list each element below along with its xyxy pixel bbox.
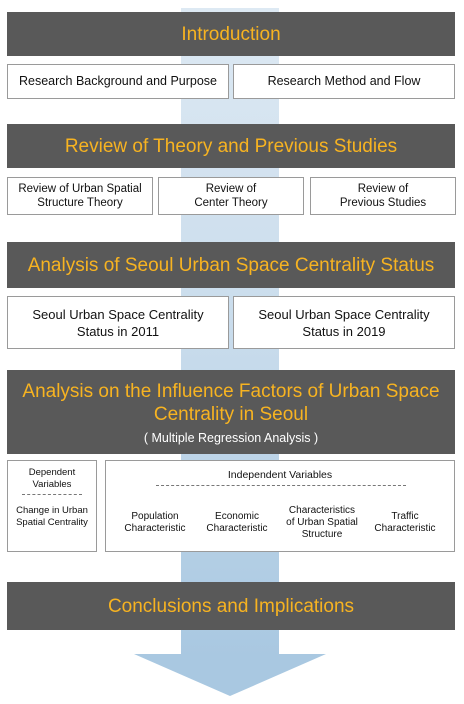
previous-studies-box: Review of Previous Studies (310, 177, 456, 215)
economic-characteristic: Economic Characteristic (206, 511, 268, 534)
flow-arrow-head (134, 654, 326, 696)
centrality-status-title: Analysis of Seoul Urban Space Centrality Status (27, 254, 435, 276)
review-title: Review of Theory and Previous Studies (64, 135, 398, 157)
regression-subtitle: ( Multiple Regression Analysis ) (143, 430, 319, 445)
urban-spatial-structure-characteristics: Characteristics of Urban Spatial Structure (286, 505, 358, 540)
status-2019-box: Seoul Urban Space Centrality Status in 2019 (233, 296, 455, 349)
review-header (7, 124, 455, 168)
influence-factors-header (7, 370, 455, 454)
independent-variables-box (105, 460, 455, 552)
urban-spatial-structure-theory-box: Review of Urban Spatial Structure Theory (7, 177, 153, 215)
independent-variables-title: Independent Variables (227, 469, 333, 481)
introduction-header (7, 12, 455, 56)
conclusions-header (7, 582, 455, 630)
centrality-status-header (7, 242, 455, 288)
dependent-variables-title: Dependent Variables (28, 467, 76, 490)
population-characteristic: Population Characteristic (124, 511, 186, 534)
independent-divider (156, 485, 406, 486)
dependent-variable-value: Change in Urban Spatial Centrality (16, 505, 88, 528)
status-2011-box: Seoul Urban Space Centrality Status in 2011 (7, 296, 229, 349)
dependent-variables-box (7, 460, 97, 552)
introduction-title: Introduction (181, 23, 281, 45)
research-method-box: Research Method and Flow (233, 64, 455, 99)
center-theory-box: Review of Center Theory (158, 177, 304, 215)
conclusions-title: Conclusions and Implications (107, 595, 355, 617)
research-background-box: Research Background and Purpose (7, 64, 229, 99)
traffic-characteristic: Traffic Characteristic (374, 511, 436, 534)
influence-factors-title: Analysis on the Influence Factors of Urban Space Centrality in Seoul (22, 380, 440, 425)
dependent-divider (22, 494, 82, 495)
